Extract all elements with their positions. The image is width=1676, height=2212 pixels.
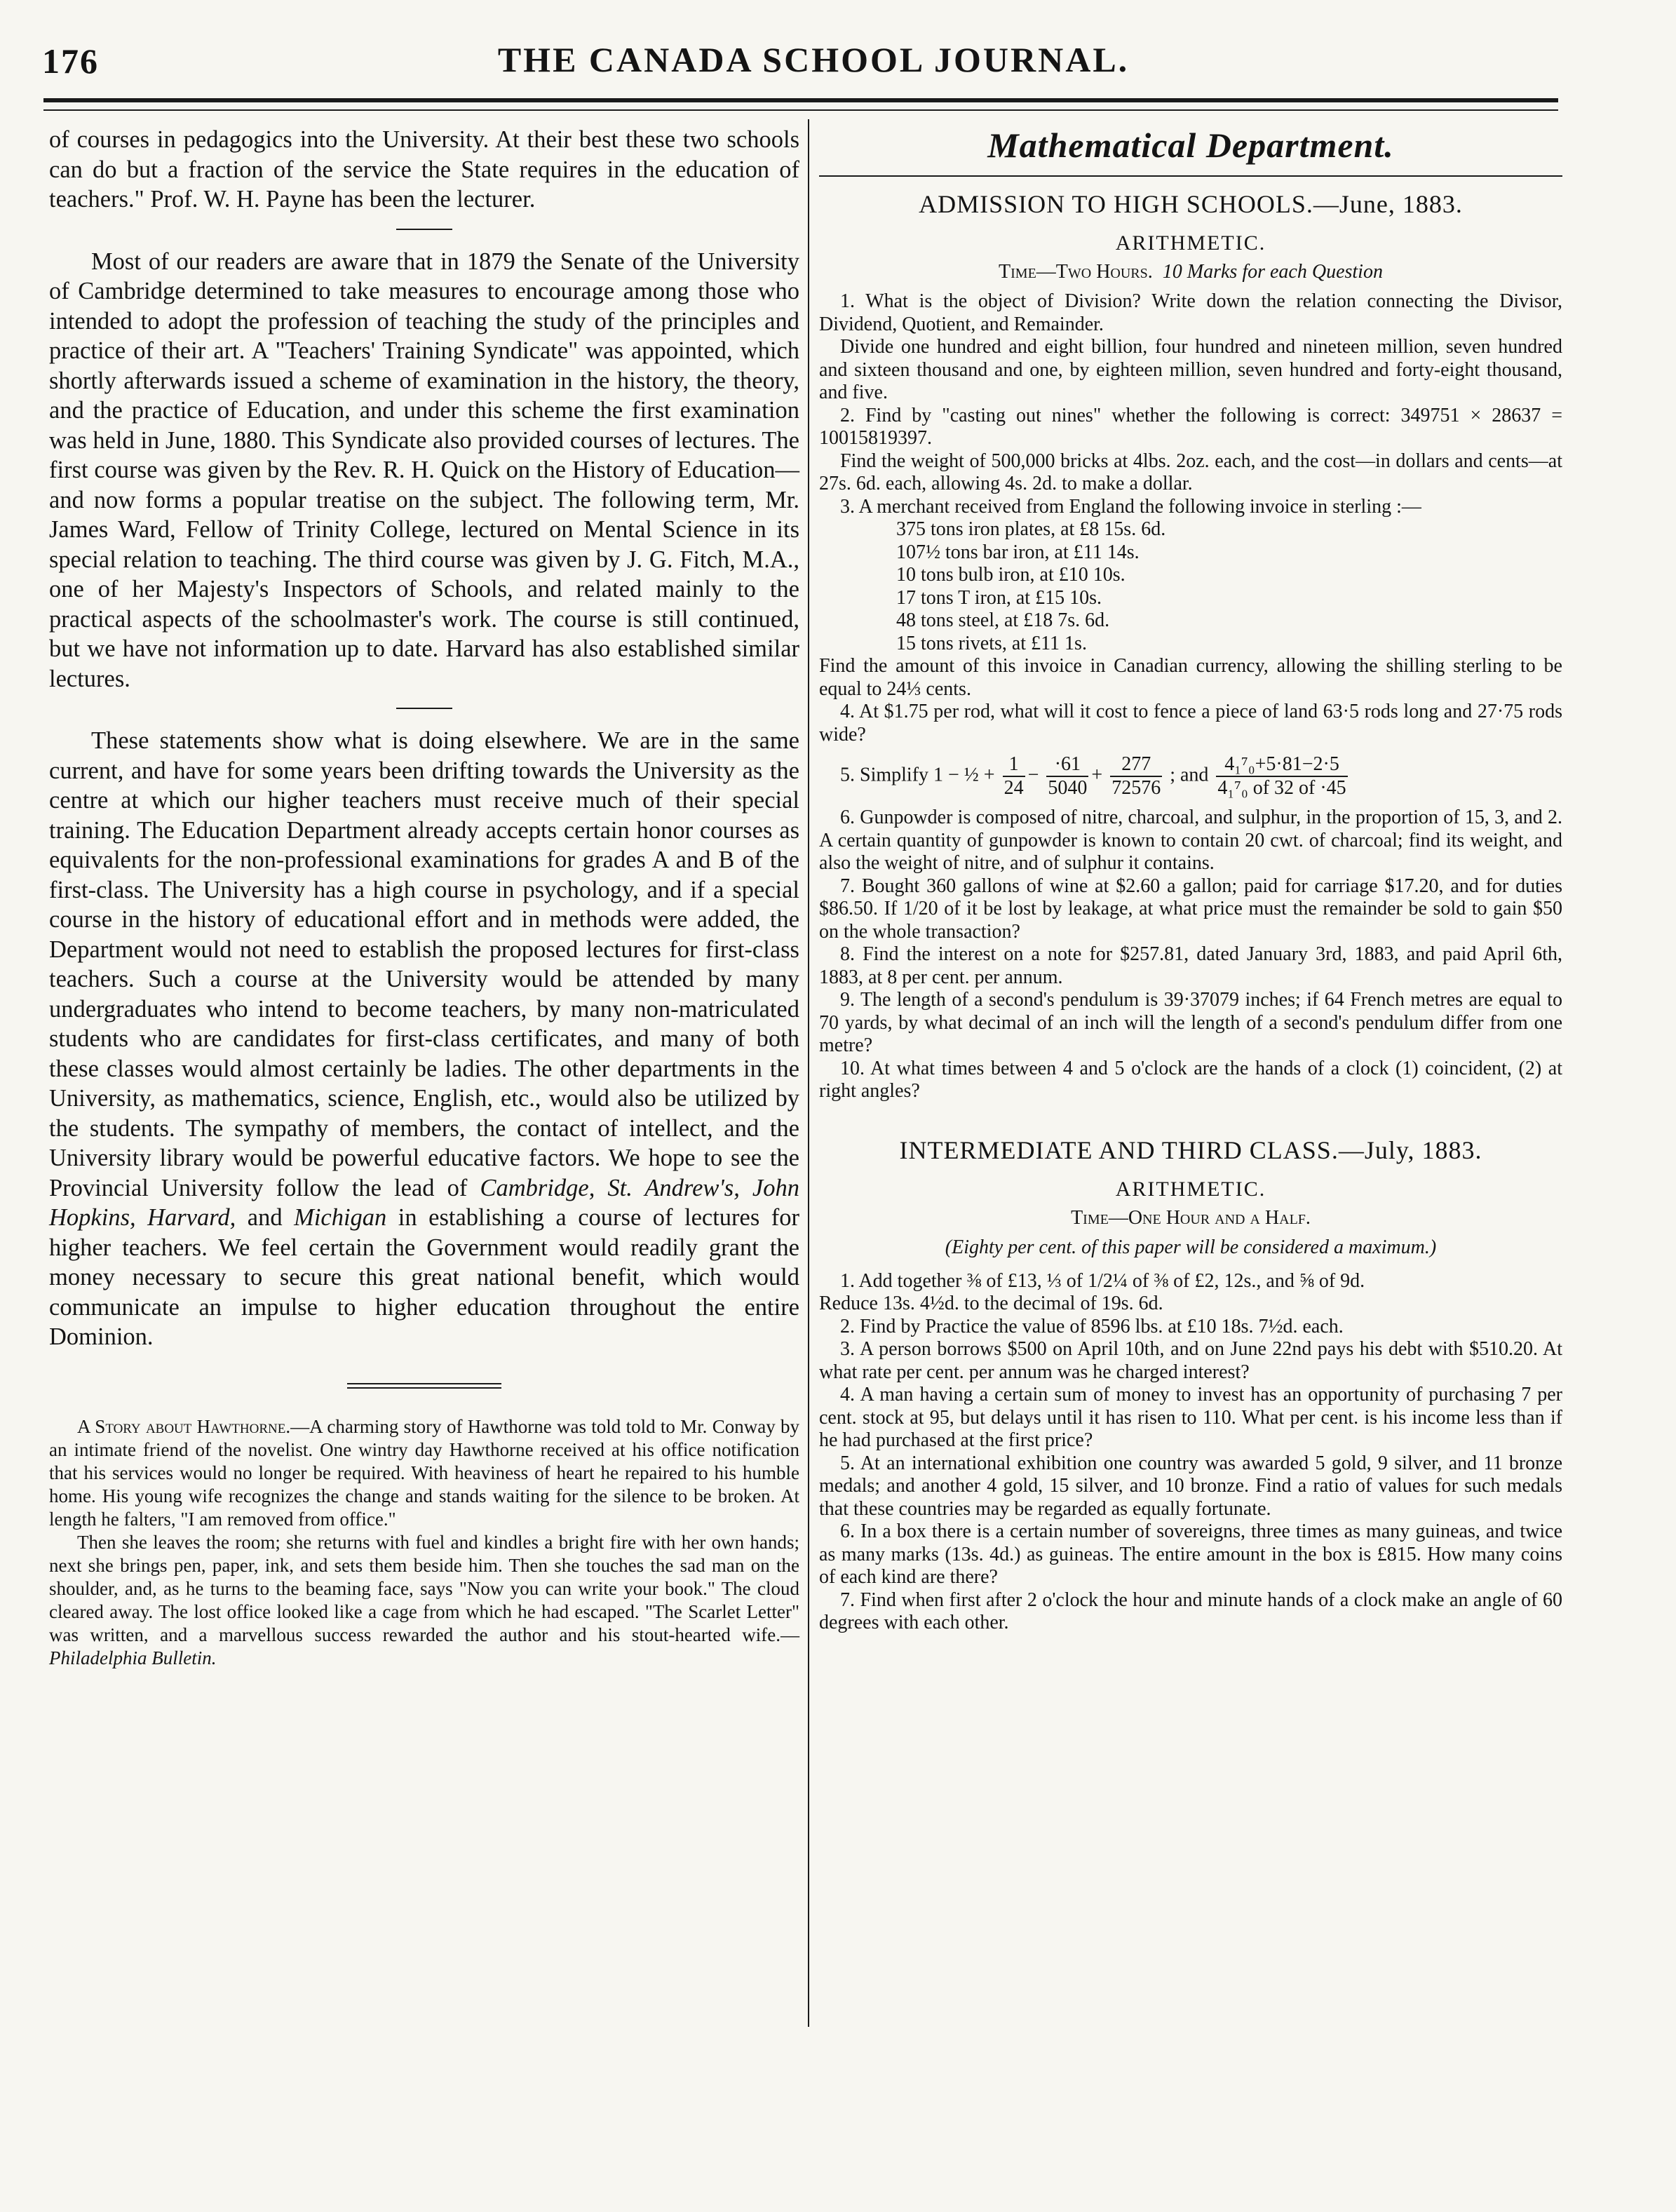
int-question-5: 5. At an international exhibition one country was awarded 5 gold, 9 silver, and 11 bronze medals; and another 4 gold, 15 silver, and 10 bronze. Find a ratio of values for such medals that these countries may be regarded as equally fortunate. (819, 1452, 1562, 1520)
header-rule-thick (43, 98, 1558, 102)
invoice-line: 375 tons iron plates, at £8 15s. 6d. (896, 518, 1166, 540)
question-4: 4. At $1.75 per rod, what will it cost to fence a piece of land 63·5 rods long and 27·75 rods wide? (819, 701, 1562, 746)
question-2: 2. Find by "casting out nines" whether the following is correct: 349751 × 28637 = 10015819397. (819, 404, 1562, 449)
question-3: 3. A merchant received from England the following invoice in sterling :— (840, 495, 1421, 518)
anecdote-hawthorne: A Story about Hawthorne.—A charming story of Hawthorne was told told to Mr. Conway by an intimate friend of the novelist. One wintry day Hawthorne received at his office notification that his services would no longer be required. With heaviness of heart he repaired to his humble home. His young wife recognizes the change and stands waiting for the silence to be broken. At length he falters, "I am removed from office." (49, 1415, 799, 1530)
paragraph-cambridge: Most of our readers are aware that in 1879 the Senate of the University of Cambridge determined to take measures to encourage among those who intended to adopt the profession of teaching the study of the principles and practice of their art. A "Teachers' Training Syndicate" was appointed, which shortly afterwards issued a scheme of examination in the history, the theory, and the practice of Education, and under this scheme the first examination was held in June, 1880. This Syndicate also provided courses of lectures. The first course was given by the Rev. R. H. Quick on the History of Education—and now forms a popular treatise on the subject. The following term, Mr. James Ward, Fellow of Trinity College, lectured on Mental Science in its special relation to teaching. The third course was given by J. G. Fitch, M.A., one of her Majesty's Inspectors of Schools, and related mainly to the practical aspects of the schoolmaster's work. The course is still continued, but we have not information up to date. Harvard has also established similar lectures. (49, 248, 799, 692)
int-question-6: 6. In a box there is a certain number of sovereigns, three times as many guineas, and twice as many marks (13s. 4d.) as guineas. The entire amount in the box is £815. How many coins of each kind are there? (819, 1520, 1562, 1588)
right-column (819, 125, 1562, 1635)
separator-rule (396, 229, 452, 230)
paragraph-continuation: of courses in pedagogics into the University. At their best these two schools can do but a fraction of the service the State requires in the education of teachers." Prof. W. H. Payne has been the lecturer. (49, 126, 799, 213)
fraction: $\frac{\cdot 61}{5040}$ (1048, 753, 1088, 799)
int-question-2: 2. Find by Practice the value of 8596 lbs. at £10 18s. 7½d. each. (840, 1315, 1344, 1337)
anecdote-source: Philadelphia Bulletin. (49, 1647, 217, 1668)
header-rule-thin (43, 109, 1558, 111)
left-column (49, 125, 799, 1670)
question-9: 9. The length of a second's pendulum is 39·37079 inches; if 64 French metres are equal to 70 yards, by what decimal of an inch will the length of a second's pendulum differ from one metre? (819, 989, 1562, 1056)
int-question-1-part-b: Reduce 13s. 4½d. to the decimal of 19s. 6d. (819, 1293, 1163, 1314)
int-question-4: 4. A man having a certain sum of money to invest has an opportunity of purchasing 7 per cent. stock at 95, but delays until it has risen to 110. What per cent. is his income less than if he had purchased at the first price? (819, 1384, 1562, 1451)
page-header (42, 36, 1585, 86)
question-1-part-b: Divide one hundred and eight billion, four hundred and nineteen million, seven hundred and sixteen thousand and one, by eighteen million, seven hundred and forty-eight thousand, and five. (819, 336, 1562, 403)
journal-title: THE CANADA SCHOOL JOURNAL. (497, 40, 1130, 79)
question-7: 7. Bought 360 gallons of wine at $2.60 a gallon; paid for carriage $17.20, and for duties $86.50. If 1/20 of it be lost by leakage, at what price must the remainder be sold to gain $50 on the whole transaction? (819, 875, 1562, 943)
invoice-line: 107½ tons bar iron, at £11 14s. (896, 541, 1140, 563)
column-divider (808, 119, 809, 2027)
int-question-7: 7. Find when first after 2 o'clock the hour and minute hands of a clock make an angle of 60 degrees with each other. (819, 1589, 1562, 1633)
question-6: 6. Gunpowder is composed of nitre, charcoal, and sulphur, in the proportion of 15, 3, and 2. A certain quantity of gunpowder is known to contain 20 cwt. of charcoal; find its weight, and also the weight of nitre, and of sulphur it contains. (819, 807, 1562, 874)
time-allowed: Time—One Hour and a Half. (1071, 1206, 1311, 1229)
fraction: $\frac{1}{24}$ (1003, 753, 1024, 799)
invoice-line: 17 tons T iron, at £15 10s. (896, 586, 1102, 609)
invoice-line: 48 tons steel, at £18 7s. 6d. (896, 609, 1110, 631)
fraction: $\frac{277}{72576}$ (1111, 753, 1161, 799)
anecdote-heading: A Story about Hawthorne. (77, 1415, 291, 1437)
subject-title: ARITHMETIC. (1115, 1177, 1266, 1201)
department-rule (819, 175, 1562, 177)
separator-rule (396, 708, 452, 709)
question-10: 10. At what times between 4 and 5 o'clock are the hands of a clock (1) coincident, (2) at right angles? (819, 1057, 1562, 1102)
int-question-1: 1. Add together ⅜ of £13, ⅓ of 1/2¼ of ⅜ of £2, 12s., and ⅝ of 9d. (840, 1269, 1365, 1292)
paragraph-statements: These statements show what is doing elsewhere. We are in the same current, and have for some years been drifting towards the University as the centre at which our higher teachers must receive much of their special training. The Education Department already accepts certain honor courses as equivalents for the non-professional examinations for grades A and B of the first-class. The University has a high course in psychology, and if a special course in the history of educational effort and in methods were added, the Department would not need to establish the proposed lectures for first-class teachers. Such a course at the University would be attended by many undergraduates who intend to become teachers, by many non-matriculated students who are candidates for first-class certificates, and many of both these classes would almost certainly be ladies. The other departments in the University, as mathematics, science, English, etc., would also be utilized by the students. The sympathy of members, the contact of intellect, and the University library would be powerful educative factors. We hope to see the Provincial University follow the lead of Cambridge, St. Andrew's, John Hopkins, Harvard, and Michigan in establishing a course of lectures for higher teachers. We feel certain the Government would readily grant the money necessary to secure this great national benefit, which would communicate an impulse to higher education throughout the entire Dominion. (49, 727, 799, 1350)
invoice-line: 15 tons rivets, at £11 1s. (896, 632, 1087, 654)
fraction: $\frac{\text{4₁⁷₀+5·81−2·5}}{\text{4₁⁷₀ of 32 of ·45}}$ (1217, 753, 1346, 799)
question-2-part-b: Find the weight of 500,000 bricks at 4lbs. 2oz. each, and the cost—in dollars and cents—at 27s. 6d. each, allowing 4s. 2d. to make a dollar. (819, 450, 1562, 494)
maximum-note: (Eighty per cent. of this paper will be considered a maximum.) (945, 1236, 1437, 1258)
question-5: 5. Simplify 1 − ½ + $\frac{1}{24}$ − $\frac{\cdot 61}{5040}$ + $\frac{277}{72576}$ ; and $\frac{\text{4₁⁷₀+5·81−2·5}}{\text{4₁⁷₀ of 32 of ·45}}$ (840, 753, 1346, 799)
subject-title: ARITHMETIC. (1115, 231, 1266, 255)
anecdote-hawthorne-cont: Then she leaves the room; she returns with fuel and kindles a bright fire with her own hands; next she brings pen, paper, ink, and sets them beside him. Then she touches the sad man on the shoulder, and, as he turns to the beaming face, says "Now you can write your book." The cloud cleared away. The lost office looked like a cage from which he had escaped. "The Scarlet Letter" was written, and a marvellous success rewarded the author and his stout-hearted wife.—Philadelphia Bulletin. (49, 1531, 799, 1668)
page-number: 176 (42, 41, 99, 81)
section-title-admission: ADMISSION TO HIGH SCHOOLS.—June, 1883. (919, 190, 1463, 218)
question-3-part-b: Find the amount of this invoice in Canadian currency, allowing the shilling sterling to be equal to 24⅓ cents. (819, 655, 1562, 700)
invoice-line: 10 tons bulb iron, at £10 10s. (896, 564, 1126, 586)
time-allowed: Time—Two Hours. 10 Marks for each Question (999, 261, 1383, 283)
question-1: 1. What is the object of Division? Write down the relation connecting the Divisor, Dividend, Quotient, and Remainder. (819, 290, 1562, 335)
question-8: 8. Find the interest on a note for $257.81, dated January 3rd, 1883, and paid April 6th, 1883, at 8 per cent. per annum. (819, 943, 1562, 988)
int-question-3: 3. A person borrows $500 on April 10th, and on June 22nd pays his debt with $510.20. At what rate per cent. per annum was he charged interest? (819, 1338, 1562, 1383)
department-title: Mathematical Department. (987, 126, 1394, 165)
section-title-intermediate: INTERMEDIATE AND THIRD CLASS.—July, 1883. (899, 1135, 1482, 1164)
ornament-divider (347, 1383, 501, 1389)
